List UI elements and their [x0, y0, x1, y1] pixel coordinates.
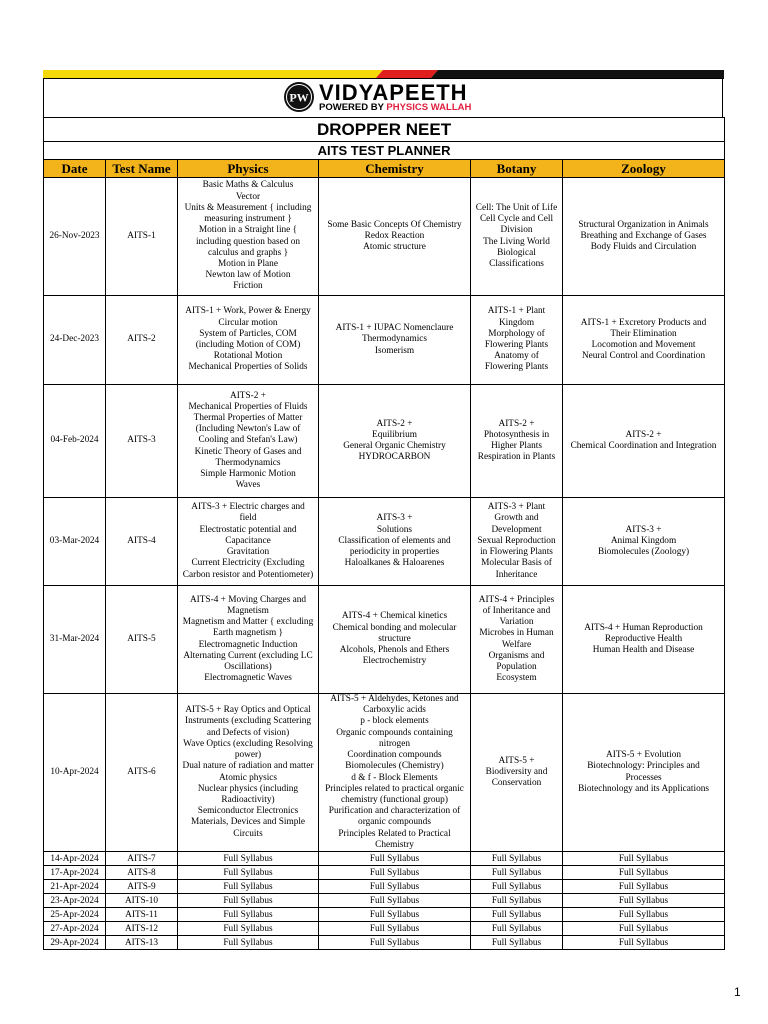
page-number: 1 — [734, 985, 741, 999]
date-cell: 21-Apr-2024 — [44, 880, 106, 894]
column-header-chemistry: Chemistry — [319, 160, 471, 178]
table-row — [44, 852, 725, 866]
topic-line: Nuclear physics (including — [197, 783, 299, 794]
topic-line: Friction — [233, 281, 263, 292]
chemistry-topics-cell: Full Syllabus — [319, 852, 471, 866]
physics-topics-cell — [178, 498, 319, 586]
topic-line: (including Motion of COM) — [195, 340, 301, 350]
topic-line: AITS-3 + Plant — [487, 502, 546, 513]
topic-line: organic compounds — [358, 817, 431, 828]
column-header-zoology: Zoology — [563, 160, 725, 178]
topic-line: Biotechnology: Principles and — [587, 761, 700, 772]
topic-line: The Living World — [483, 236, 550, 247]
topic-line: d & f - Block Elements — [351, 772, 438, 783]
table-row — [44, 498, 725, 586]
topic-line: Molecular Basis of — [481, 558, 552, 569]
test-name-cell: AITS-5 — [106, 586, 178, 694]
topic-line: Higher Plants — [491, 441, 542, 451]
topic-line: Biodiversity and — [485, 766, 548, 777]
topic-line: calculus and graphs } — [207, 247, 289, 258]
topic-line: Classifications — [489, 258, 544, 269]
physics-topics-cell — [178, 385, 319, 498]
topic-line: Flowering Plants — [484, 340, 549, 350]
test-name-cell: AITS-11 — [106, 908, 178, 922]
chemistry-topics-cell — [319, 296, 471, 385]
topic-line: Population — [496, 661, 537, 672]
topic-line: Principles Related to Practical — [338, 828, 451, 839]
topic-line: Conservation — [491, 778, 542, 789]
test-name-cell: AITS-7 — [106, 852, 178, 866]
topic-line: Waves — [235, 480, 261, 491]
date-cell: 23-Apr-2024 — [44, 894, 106, 908]
test-name-cell: AITS-6 — [106, 694, 178, 852]
topic-line: Sexual Reproduction — [477, 535, 556, 546]
topic-line: Newton law of Motion — [205, 270, 291, 281]
topic-line: Units & Measurement { including — [184, 202, 312, 213]
topic-line: Instruments (excluding Scattering — [185, 716, 311, 727]
botany-topics-cell: Full Syllabus — [471, 922, 563, 936]
topic-line: Photosynthesis in — [483, 429, 550, 440]
table-row — [44, 866, 725, 880]
topic-line: Isomerism — [374, 345, 415, 356]
topic-line: Earth magnetism } — [212, 628, 284, 639]
column-header-row — [44, 160, 725, 178]
topic-line: Body Fluids and Circulation — [590, 242, 697, 253]
chemistry-topics-cell — [319, 694, 471, 852]
botany-topics-cell — [471, 178, 563, 296]
topic-line: Kinetic Theory of Gases and — [194, 446, 302, 457]
date-cell: 26-Nov-2023 — [44, 178, 106, 296]
topic-line: Biological — [497, 247, 536, 258]
topic-line: AITS-1 + Work, Power & Energy — [185, 306, 311, 317]
topic-line: AITS-2 + — [625, 429, 662, 440]
test-name-cell: AITS-2 — [106, 296, 178, 385]
test-name-cell: AITS-3 — [106, 385, 178, 498]
topic-line: AITS-4 + Chemical kinetics — [341, 611, 448, 622]
topic-line: Breathing and Exchange of Gases — [580, 230, 707, 241]
topic-line: Organisms and — [488, 650, 545, 661]
topic-line: Radioactivity) — [221, 794, 275, 805]
topic-line: Development — [491, 524, 542, 535]
topic-line: Oscillations) — [224, 661, 272, 672]
topic-line: AITS-4 + Moving Charges and — [189, 594, 307, 605]
topic-line: Magnetism — [227, 605, 269, 616]
topic-line: in Flowering Plants — [480, 547, 553, 558]
column-header-botany: Botany — [471, 160, 563, 178]
topic-line: Materials, Devices and Simple — [190, 817, 306, 828]
topic-line: chemistry (functional group) — [341, 794, 448, 805]
topic-line: AITS-3 + — [625, 524, 662, 535]
topic-line: Kingdom — [498, 317, 535, 328]
table-row — [44, 908, 725, 922]
chemistry-topics-cell: Full Syllabus — [319, 894, 471, 908]
test-name-cell: AITS-9 — [106, 880, 178, 894]
topic-line: Growth and — [494, 513, 539, 524]
topic-line: Coordination compounds — [347, 750, 442, 761]
topic-line: Rotational Motion — [213, 351, 283, 362]
topic-line: HYDROCARBON — [358, 452, 431, 463]
topic-line: Motion in Plane — [218, 258, 278, 269]
topic-line: AITS-1 + Excretory Products and — [580, 317, 707, 328]
topic-line: Equilibrium — [372, 429, 417, 440]
topic-line: Magnetism and Matter { excluding — [182, 617, 314, 628]
topic-line: Alternating Current (excluding LC — [183, 650, 313, 661]
physics-topics-cell: Full Syllabus — [178, 908, 319, 922]
date-cell: 14-Apr-2024 — [44, 852, 106, 866]
topic-line: periodicity in properties — [349, 547, 440, 558]
topic-line: Wave Optics (excluding Resolving — [183, 738, 313, 749]
topic-line: Neural Control and Coordination — [581, 351, 706, 362]
zoology-topics-cell: Full Syllabus — [563, 852, 725, 866]
full-syllabus-rows — [44, 852, 725, 950]
test-name-cell: AITS-12 — [106, 922, 178, 936]
topic-line: Mechanical Properties of Solids — [188, 362, 308, 373]
date-cell: 31-Mar-2024 — [44, 586, 106, 694]
topic-line: Carboxylic acids — [363, 705, 426, 716]
table-row — [44, 178, 725, 296]
physics-topics-cell: Full Syllabus — [178, 894, 319, 908]
topic-line: Thermal Properties of Matter — [193, 412, 303, 423]
table-row — [44, 586, 725, 694]
topic-line: Electrochemistry — [362, 656, 427, 667]
topic-line: (Including Newton's Law of — [195, 424, 301, 435]
chemistry-topics-cell: Full Syllabus — [319, 922, 471, 936]
date-cell: 27-Apr-2024 — [44, 922, 106, 936]
zoology-topics-cell: Full Syllabus — [563, 894, 725, 908]
topic-line: Organic compounds containing — [336, 727, 453, 738]
topic-line: Electromagnetic Induction — [198, 639, 298, 650]
physics-topics-cell: Full Syllabus — [178, 880, 319, 894]
topic-line: Locomotion and Movement — [591, 340, 696, 350]
topic-line: Microbes in Human — [479, 628, 554, 639]
chemistry-topics-cell: Full Syllabus — [319, 936, 471, 950]
topic-line: Purification and characterization of — [328, 806, 461, 817]
topic-line: Biomolecules (Chemistry) — [345, 761, 444, 772]
topic-line: Animal Kingdom — [610, 535, 677, 546]
topic-line: Cell Cycle and Cell — [479, 214, 554, 225]
topic-line: Some Basic Concepts Of Chemistry — [327, 219, 462, 230]
topic-line: power) — [234, 750, 262, 761]
table-row — [44, 922, 725, 936]
topic-line: Principles related to practical organic — [325, 783, 464, 794]
topic-line: Variation — [499, 617, 534, 628]
botany-topics-cell — [471, 385, 563, 498]
botany-topics-cell — [471, 498, 563, 586]
chemistry-topics-cell: Full Syllabus — [319, 908, 471, 922]
zoology-topics-cell — [563, 385, 725, 498]
topic-line: Electromagnetic Waves — [204, 673, 292, 684]
topic-line: Atomic physics — [218, 772, 278, 783]
chemistry-topics-cell — [319, 385, 471, 498]
botany-topics-cell — [471, 694, 563, 852]
topic-line: Their Elimination — [610, 328, 677, 339]
chemistry-topics-cell — [319, 586, 471, 694]
topic-line: AITS-1 + Plant — [487, 306, 546, 317]
topic-line: Thermodynamics — [361, 334, 428, 345]
topic-line: AITS-1 + IUPAC Nomenclaure — [335, 323, 454, 334]
date-cell: 17-Apr-2024 — [44, 866, 106, 880]
botany-topics-cell: Full Syllabus — [471, 852, 563, 866]
topic-line: Ecosystem — [496, 673, 537, 684]
column-header-date: Date — [44, 160, 106, 178]
chemistry-topics-cell: Full Syllabus — [319, 866, 471, 880]
zoology-topics-cell — [563, 178, 725, 296]
topic-line: Human Health and Disease — [592, 645, 695, 656]
page-subtitle: AITS TEST PLANNER — [44, 142, 725, 160]
logo-mark: PW — [289, 90, 309, 105]
topic-line: Thermodynamics — [215, 457, 281, 468]
topic-line: AITS-5 + Ray Optics and Optical — [185, 705, 311, 716]
topic-line: Vector — [235, 191, 261, 202]
topic-line: AITS-4 + Principles — [478, 594, 555, 605]
column-header-test: Test Name — [106, 160, 178, 178]
physics-topics-cell: Full Syllabus — [178, 852, 319, 866]
topic-line: Gravitation — [226, 547, 270, 558]
table-row — [44, 694, 725, 852]
botany-topics-cell: Full Syllabus — [471, 880, 563, 894]
table-row — [44, 936, 725, 950]
topic-line: Solutions — [376, 524, 413, 535]
topic-line: Cell: The Unit of Life — [475, 202, 558, 213]
topic-line: Simple Harmonic Motion — [200, 469, 296, 479]
topic-line: AITS-5 + Aldehydes, Ketones and — [330, 694, 459, 705]
topic-line: AITS-3 + — [376, 513, 413, 524]
topic-line: Morphology of — [488, 328, 545, 339]
topic-line: measuring instrument } — [204, 214, 292, 225]
chemistry-topics-cell: Full Syllabus — [319, 880, 471, 894]
physics-topics-cell: Full Syllabus — [178, 936, 319, 950]
topic-line: AITS-2 + — [376, 418, 413, 429]
chemistry-topics-cell — [319, 178, 471, 296]
topic-line: AITS-2 + — [230, 390, 266, 401]
topic-line: of Inheritance and — [482, 605, 551, 616]
table-row — [44, 296, 725, 385]
topic-line: AITS-3 + Electric charges and — [191, 502, 305, 513]
topic-line: Division — [500, 225, 533, 236]
planner-table — [43, 117, 725, 950]
chemistry-topics-cell — [319, 498, 471, 586]
topic-line: Structural Organization in Animals — [578, 219, 709, 230]
topic-line: Cooling and Stefan's Law) — [198, 435, 298, 446]
topic-line: Semiconductor Electronics — [197, 806, 299, 817]
topic-line: Chemical bonding and molecular — [332, 622, 457, 633]
botany-topics-cell: Full Syllabus — [471, 894, 563, 908]
powered-prefix: POWERED BY — [319, 102, 387, 113]
topic-line: Carbon resistor and Potentiometer) — [182, 569, 314, 580]
topic-line: Biotechnology and its Applications — [578, 783, 709, 794]
brand-name: VIDYAPEETH — [319, 80, 468, 105]
topic-line: p - block elements — [360, 716, 429, 727]
topic-line: AITS-5 + Evolution — [606, 750, 681, 761]
topic-line: System of Particles, COM — [199, 328, 297, 339]
botany-topics-cell: Full Syllabus — [471, 908, 563, 922]
powered-brand: PHYSICS WALLAH — [386, 102, 472, 113]
table-row — [44, 880, 725, 894]
topic-line: AITS-2 + — [498, 418, 535, 429]
test-name-cell: AITS-8 — [106, 866, 178, 880]
page-title: DROPPER NEET — [44, 118, 725, 142]
topic-line: including question based on — [195, 236, 301, 247]
physics-topics-cell — [178, 694, 319, 852]
botany-topics-cell — [471, 296, 563, 385]
date-cell: 03-Mar-2024 — [44, 498, 106, 586]
date-cell: 24-Dec-2023 — [44, 296, 106, 385]
zoology-topics-cell: Full Syllabus — [563, 936, 725, 950]
topic-line: Circuits — [233, 828, 263, 839]
topic-line: Classification of elements and — [338, 535, 451, 546]
zoology-topics-cell — [563, 498, 725, 586]
pw-logo-icon — [283, 81, 315, 113]
physics-topics-cell: Full Syllabus — [178, 922, 319, 936]
date-cell: 04-Feb-2024 — [44, 385, 106, 498]
zoology-topics-cell: Full Syllabus — [563, 866, 725, 880]
topic-line: Anatomy of — [494, 351, 539, 362]
topic-line: nitrogen — [379, 738, 410, 749]
topic-line: Flowering Plants — [484, 362, 549, 373]
botany-topics-cell: Full Syllabus — [471, 866, 563, 880]
syllabus-rows — [44, 178, 725, 852]
topic-line: Capacitance — [225, 535, 271, 546]
topic-line: AITS-4 + Human Reproduction — [584, 622, 703, 633]
zoology-topics-cell — [563, 586, 725, 694]
botany-topics-cell — [471, 586, 563, 694]
topic-line: Welfare — [501, 639, 532, 650]
table-row — [44, 385, 725, 498]
topic-line: and Defects of vision) — [206, 727, 290, 738]
topic-line: Haloalkanes & Haloarenes — [344, 558, 445, 569]
physics-topics-cell — [178, 178, 319, 296]
test-name-cell: AITS-10 — [106, 894, 178, 908]
topic-line: Inheritance — [495, 569, 538, 580]
topic-line: structure — [378, 633, 411, 644]
topic-line: Motion in a Straight line { — [198, 225, 298, 236]
botany-topics-cell: Full Syllabus — [471, 936, 563, 950]
topic-line: Biomolecules (Zoology) — [597, 547, 690, 558]
topic-line: Current Electricity (Excluding — [191, 558, 305, 569]
topic-line: Mechanical Properties of Fluids — [188, 401, 308, 412]
zoology-topics-cell — [563, 694, 725, 852]
column-header-physics: Physics — [178, 160, 319, 178]
topic-line: Atomic structure — [363, 242, 426, 253]
topic-line: Redox Reaction — [364, 230, 425, 241]
test-name-cell: AITS-4 — [106, 498, 178, 586]
test-name-cell: AITS-1 — [106, 178, 178, 296]
topic-line: Respiration in Plants — [477, 452, 556, 463]
date-cell: 29-Apr-2024 — [44, 936, 106, 950]
brand-powered-by — [319, 103, 471, 113]
topic-line: field — [239, 513, 257, 524]
topic-line: Reproductive Health — [604, 633, 683, 644]
topic-line: Dual nature of radiation and matter — [182, 761, 314, 772]
topic-line: Circular motion — [218, 317, 278, 328]
topic-line: Chemical Coordination and Integration — [570, 441, 717, 451]
topic-line: Alcohols, Phenols and Ethers — [339, 645, 450, 656]
zoology-topics-cell — [563, 296, 725, 385]
physics-topics-cell: Full Syllabus — [178, 866, 319, 880]
physics-topics-cell — [178, 586, 319, 694]
topic-line: Basic Maths & Calculus — [202, 180, 294, 191]
topic-line: Electrostatic potential and — [199, 524, 297, 535]
table-row — [44, 894, 725, 908]
zoology-topics-cell: Full Syllabus — [563, 922, 725, 936]
topic-line: AITS-5 + — [498, 755, 535, 766]
date-cell: 10-Apr-2024 — [44, 694, 106, 852]
test-name-cell: AITS-13 — [106, 936, 178, 950]
topic-line: Processes — [625, 772, 662, 783]
topic-line: Chemistry — [375, 839, 414, 850]
zoology-topics-cell: Full Syllabus — [563, 880, 725, 894]
zoology-topics-cell: Full Syllabus — [563, 908, 725, 922]
topic-line: General Organic Chemistry — [343, 441, 446, 451]
date-cell: 25-Apr-2024 — [44, 908, 106, 922]
physics-topics-cell — [178, 296, 319, 385]
